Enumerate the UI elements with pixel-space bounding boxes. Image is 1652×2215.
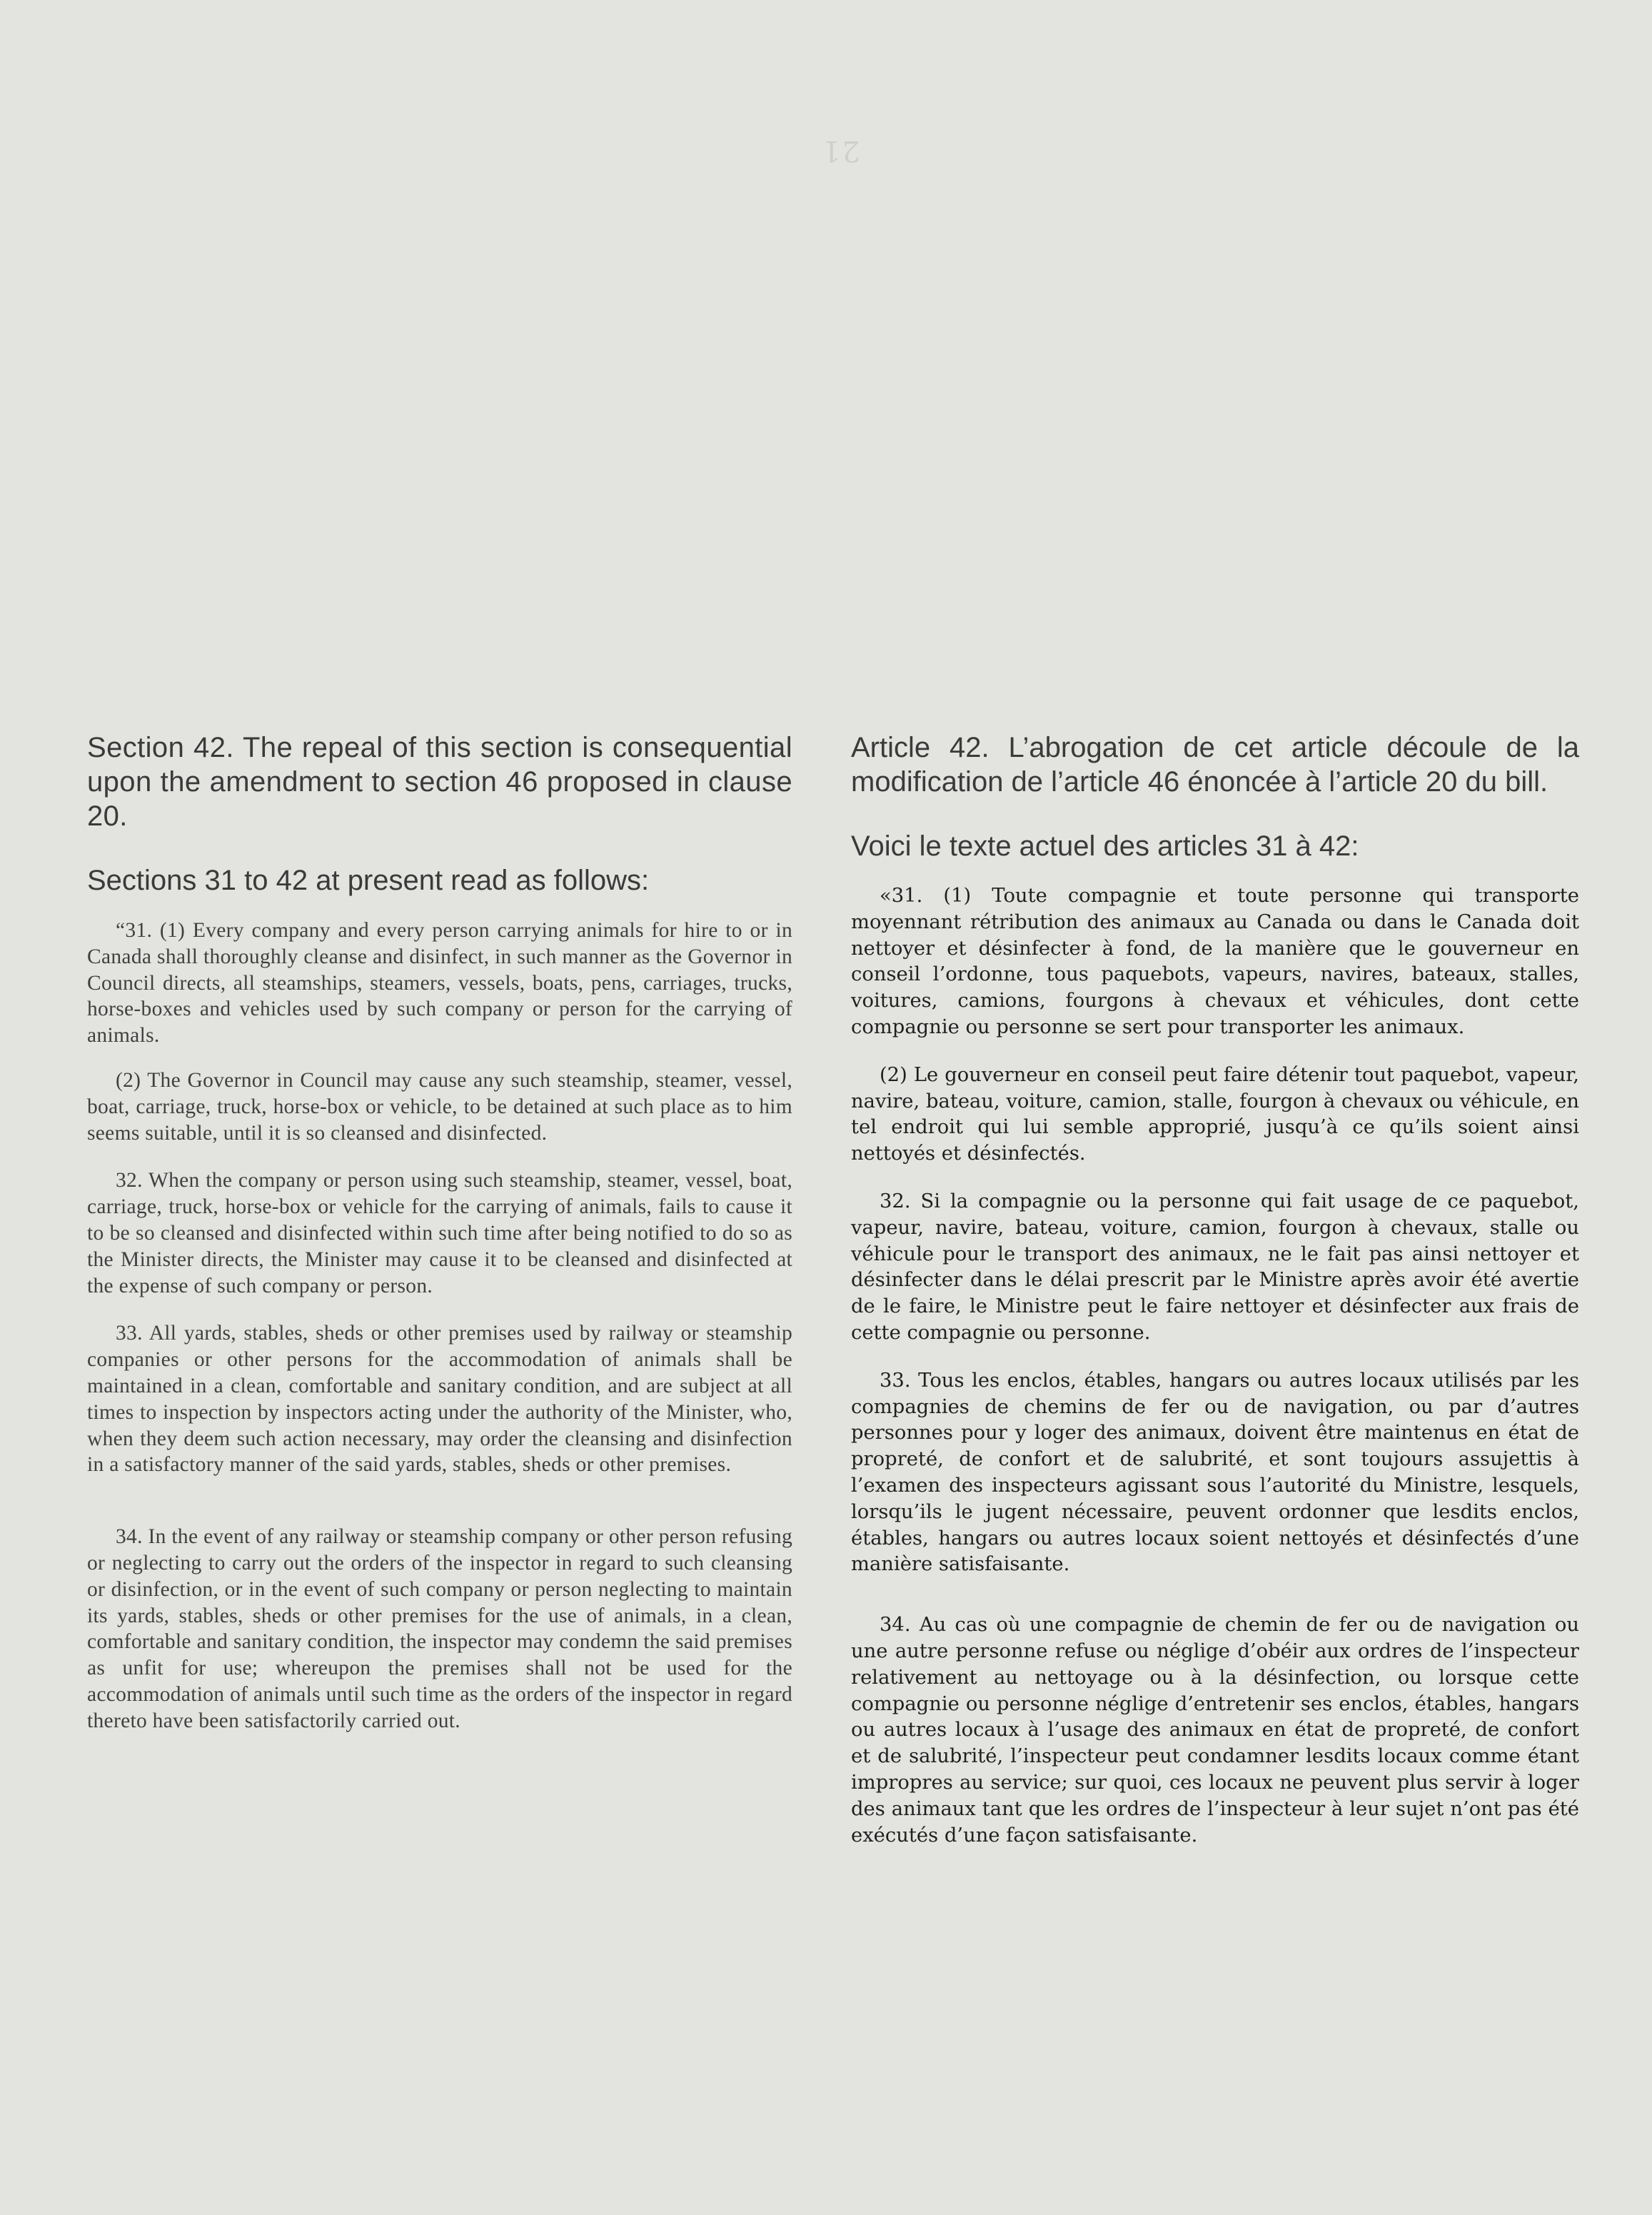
page-number: 21 (821, 134, 860, 167)
french-section-34: 34. Au cas où une compagnie de chemin de fer ou de navigation ou une autre personne refuse ou néglige d’obéir aux ordres de l’inspecteur relativement au nettoyage ou à la désinfection, ou lorsque cette compagnie ou personne néglige d’entretenir ses enclos, étables, hangars ou autres locaux à l’usage des animaux en état de propreté, de confort et de salubrité, l’inspecteur peut condamner lesdits locaux comme étant impropres au service; sur quoi, ces locaux ne peuvent plus servir à loger des animaux tant que les ordres de l’inspecteur à leur sujet n’ont pas été exécutés d’une façon satisfaisante. (851, 1614, 1579, 1847)
french-sections-heading: Voici le texte actuel des articles 31 à 42: (851, 830, 1359, 862)
english-section-33: 33. All yards, stables, sheds or other premises used by railway or steamship companies or other persons for the accommodation of animals shall be maintained in a clean, comfortable and sanitary condition, and are subject at all times to inspection by inspectors acting under the authority of the Minister, who, when they deem such action necessary, may order the cleansing and disinfection in a satisfactory manner of the said yards, stables, sheds or other premises. (87, 1322, 792, 1477)
english-sections-heading: Sections 31 to 42 at present read as follows: (87, 865, 650, 896)
french-intro-note: Article 42. L’abrogation de cet article découle de la modification de l’article 46 énoncée à l’article 20 du bill. (851, 732, 1579, 798)
english-column (87, 730, 792, 1756)
french-section-32: 32. Si la compagnie ou la personne qui fait usage de ce paquebot, vapeur, navire, bateau, voiture, camion, fourgon à chevaux, stalle ou véhicule pour le transport des animaux, ne le fait pas ainsi nettoyer et désinfecter dans le délai prescrit par le Ministre après avoir été avertie de le faire, le Ministre peut le faire nettoyer et désinfecter aux frais de cette compagnie ou personne. (851, 1190, 1579, 1344)
english-section-31-2: (2) The Governor in Council may cause any such steamship, steamer, vessel, boat, carriage, truck, horse-box or vehicle, to be detained at such place as to him seems suitable, until it is so cleansed and disinfected. (87, 1068, 792, 1145)
french-section-31-2: (2) Le gouverneur en conseil peut faire détenir tout paquebot, vapeur, navire, bateau, voiture, camion, stalle, fourgon à chevaux ou véhicule, en tel endroit qui lui semble approprié, jusqu’à ce qu’ils soient ainsi nettoyés et désinfectés. (851, 1063, 1579, 1165)
french-section-33: 33. Tous les enclos, étables, hangars ou autres locaux utilisés par les compagnies de chemins de fer ou de navigation, ou par d’autres personnes pour y loger des animaux, doivent être maintenus en état de propreté, de confort et de salubrité, et sont toujours assujettis à l’examen des inspecteurs agissant sous l’autorité du Ministre, lesquels, lorsqu’ils le jugent nécessaire, peuvent ordonner que lesdits enclos, étables, hangars ou autres locaux soient nettoyés et désinfectés d’une manière satisfaisante. (851, 1369, 1579, 1576)
french-section-31-1: «31. (1) Toute compagnie et toute personne qui transporte moyennant rétribution des animaux au Canada ou dans le Canada doit nettoyer et désinfecter à fond, de la manière que le gouverneur en conseil l’ordonne, tous paquebots, vapeurs, navires, bateaux, stalles, voitures, camions, fourgons à chevaux et véhicules, dont cette compagnie ou personne se sert pour transporter les animaux. (851, 885, 1579, 1038)
english-section-32: 32. When the company or person using such steamship, steamer, vessel, boat, carriage, truck, horse-box or vehicle for the carrying of animals, fails to cause it to be so cleansed and disinfected within such time after being notified to do so as the Minister directs, the Minister may cause it to be cleansed and disinfected at the expense of such company or person. (87, 1169, 792, 1297)
english-section-31-1: “31. (1) Every company and every person carrying animals for hire to or in Canada shall thoroughly cleanse and disinfect, in such manner as the Governor in Council directs, all steamships, steamers, vessels, boats, pens, carriages, trucks, horse-boxes and vehicles used by such company or person for the carrying of animals. (87, 919, 792, 1048)
french-column (851, 730, 1579, 1870)
english-intro-note: Section 42. The repeal of this section is consequential upon the amendment to section 46 proposed in clause 20. (87, 732, 792, 832)
english-section-34: 34. In the event of any railway or steamship company or other person refusing or neglecting to carry out the orders of the inspector in regard to such cleansing or disinfection, or in the event of such company or person neglecting to maintain its yards, stables, sheds or other premises for the use of animals, in a clean, comfortable and sanitary condition, the inspector may condemn the said premises as unfit for use; whereupon the premises shall not be used for the accommodation of animals until such time as the orders of the inspector in regard thereto have been satisfactorily carried out. (87, 1525, 792, 1732)
